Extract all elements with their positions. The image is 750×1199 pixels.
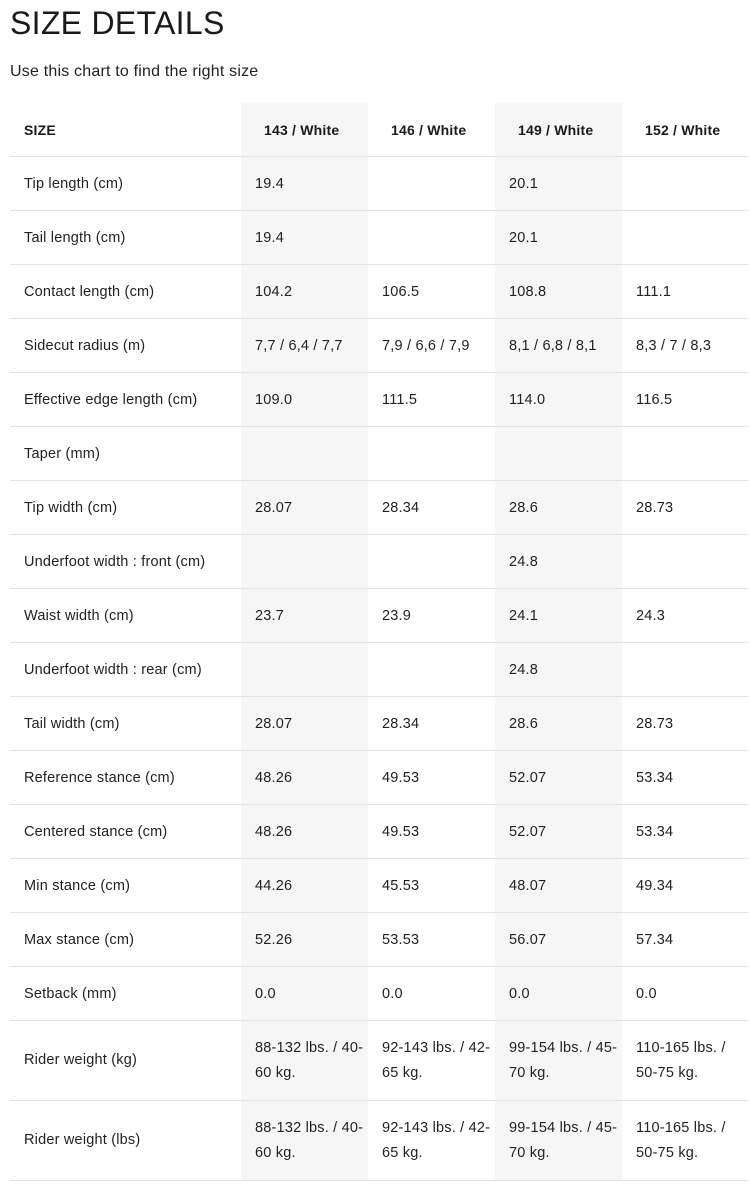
cell-146: 45.53 <box>368 859 495 913</box>
cell-146: 28.34 <box>368 481 495 535</box>
table-body <box>10 157 748 1181</box>
column-header-149: 149 / White <box>495 103 622 157</box>
table-row <box>10 643 748 697</box>
row-label: Min stance (cm) <box>10 859 241 913</box>
cell-143: 52.26 <box>241 913 368 967</box>
table-row <box>10 211 748 265</box>
table-row <box>10 1021 748 1101</box>
cell-146: 0.0 <box>368 967 495 1021</box>
cell-149: 0.0 <box>495 967 622 1021</box>
cell-152: 49.34 <box>622 859 748 913</box>
cell-146 <box>368 535 495 589</box>
row-label: Rider weight (kg) <box>10 1021 241 1101</box>
table-header-row <box>10 103 748 157</box>
cell-143: 109.0 <box>241 373 368 427</box>
table-row <box>10 265 748 319</box>
cell-143 <box>241 535 368 589</box>
cell-143: 88-132 lbs. / 40-60 kg. <box>241 1101 368 1181</box>
column-header-152: 152 / White <box>622 103 748 157</box>
cell-149: 24.1 <box>495 589 622 643</box>
cell-143: 88-132 lbs. / 40-60 kg. <box>241 1021 368 1101</box>
row-label: Underfoot width : front (cm) <box>10 535 241 589</box>
row-label: Tip width (cm) <box>10 481 241 535</box>
cell-152 <box>622 211 748 265</box>
cell-143: 48.26 <box>241 805 368 859</box>
cell-149: 108.8 <box>495 265 622 319</box>
cell-149: 52.07 <box>495 805 622 859</box>
cell-143: 0.0 <box>241 967 368 1021</box>
page-title: SIZE DETAILS <box>10 5 225 41</box>
cell-149: 52.07 <box>495 751 622 805</box>
column-header-146: 146 / White <box>368 103 495 157</box>
row-label: Centered stance (cm) <box>10 805 241 859</box>
cell-149: 99-154 lbs. / 45-70 kg. <box>495 1101 622 1181</box>
cell-149 <box>495 427 622 481</box>
cell-149: 99-154 lbs. / 45-70 kg. <box>495 1021 622 1101</box>
cell-146: 49.53 <box>368 805 495 859</box>
cell-152 <box>622 157 748 211</box>
cell-146 <box>368 211 495 265</box>
cell-152: 28.73 <box>622 697 748 751</box>
cell-152: 0.0 <box>622 967 748 1021</box>
table-row <box>10 967 748 1021</box>
cell-143 <box>241 427 368 481</box>
cell-143: 28.07 <box>241 697 368 751</box>
cell-143: 48.26 <box>241 751 368 805</box>
table-row <box>10 535 748 589</box>
cell-152: 116.5 <box>622 373 748 427</box>
table-row <box>10 859 748 913</box>
table-row <box>10 589 748 643</box>
row-label: Tip length (cm) <box>10 157 241 211</box>
column-header-size: SIZE <box>10 103 241 157</box>
cell-143: 23.7 <box>241 589 368 643</box>
cell-146: 92-143 lbs. / 42-65 kg. <box>368 1101 495 1181</box>
cell-143: 19.4 <box>241 211 368 265</box>
table-row <box>10 427 748 481</box>
table-row <box>10 319 748 373</box>
cell-146 <box>368 643 495 697</box>
table-row <box>10 751 748 805</box>
cell-149: 20.1 <box>495 157 622 211</box>
row-label: Effective edge length (cm) <box>10 373 241 427</box>
cell-149: 20.1 <box>495 211 622 265</box>
cell-146: 92-143 lbs. / 42-65 kg. <box>368 1021 495 1101</box>
size-details-table <box>10 103 748 1181</box>
cell-149: 8,1 / 6,8 / 8,1 <box>495 319 622 373</box>
cell-152 <box>622 643 748 697</box>
table-row <box>10 913 748 967</box>
row-label: Contact length (cm) <box>10 265 241 319</box>
cell-149: 48.07 <box>495 859 622 913</box>
cell-149: 114.0 <box>495 373 622 427</box>
cell-143: 104.2 <box>241 265 368 319</box>
cell-152: 28.73 <box>622 481 748 535</box>
page-subtitle: Use this chart to find the right size <box>10 63 259 80</box>
cell-146: 28.34 <box>368 697 495 751</box>
cell-146 <box>368 157 495 211</box>
column-header-143: 143 / White <box>241 103 368 157</box>
row-label: Setback (mm) <box>10 967 241 1021</box>
table-row <box>10 805 748 859</box>
table-row <box>10 157 748 211</box>
cell-146: 7,9 / 6,6 / 7,9 <box>368 319 495 373</box>
cell-146: 106.5 <box>368 265 495 319</box>
cell-149: 28.6 <box>495 697 622 751</box>
cell-149: 24.8 <box>495 535 622 589</box>
cell-149: 56.07 <box>495 913 622 967</box>
table-row <box>10 1101 748 1181</box>
cell-143 <box>241 643 368 697</box>
row-label: Taper (mm) <box>10 427 241 481</box>
cell-152: 8,3 / 7 / 8,3 <box>622 319 748 373</box>
row-label: Underfoot width : rear (cm) <box>10 643 241 697</box>
cell-152 <box>622 535 748 589</box>
cell-152: 53.34 <box>622 751 748 805</box>
cell-146: 53.53 <box>368 913 495 967</box>
row-label: Reference stance (cm) <box>10 751 241 805</box>
row-label: Tail width (cm) <box>10 697 241 751</box>
cell-152: 110-165 lbs. / 50-75 kg. <box>622 1101 748 1181</box>
cell-146: 23.9 <box>368 589 495 643</box>
cell-143: 28.07 <box>241 481 368 535</box>
cell-146 <box>368 427 495 481</box>
cell-149: 28.6 <box>495 481 622 535</box>
cell-152: 110-165 lbs. / 50-75 kg. <box>622 1021 748 1101</box>
cell-152: 57.34 <box>622 913 748 967</box>
row-label: Rider weight (lbs) <box>10 1101 241 1181</box>
cell-152 <box>622 427 748 481</box>
cell-152: 53.34 <box>622 805 748 859</box>
table-row <box>10 697 748 751</box>
cell-146: 111.5 <box>368 373 495 427</box>
table-row <box>10 481 748 535</box>
cell-143: 19.4 <box>241 157 368 211</box>
table-row <box>10 373 748 427</box>
row-label: Max stance (cm) <box>10 913 241 967</box>
cell-152: 24.3 <box>622 589 748 643</box>
cell-152: 111.1 <box>622 265 748 319</box>
cell-143: 44.26 <box>241 859 368 913</box>
row-label: Sidecut radius (m) <box>10 319 241 373</box>
cell-146: 49.53 <box>368 751 495 805</box>
row-label: Tail length (cm) <box>10 211 241 265</box>
cell-149: 24.8 <box>495 643 622 697</box>
cell-143: 7,7 / 6,4 / 7,7 <box>241 319 368 373</box>
row-label: Waist width (cm) <box>10 589 241 643</box>
